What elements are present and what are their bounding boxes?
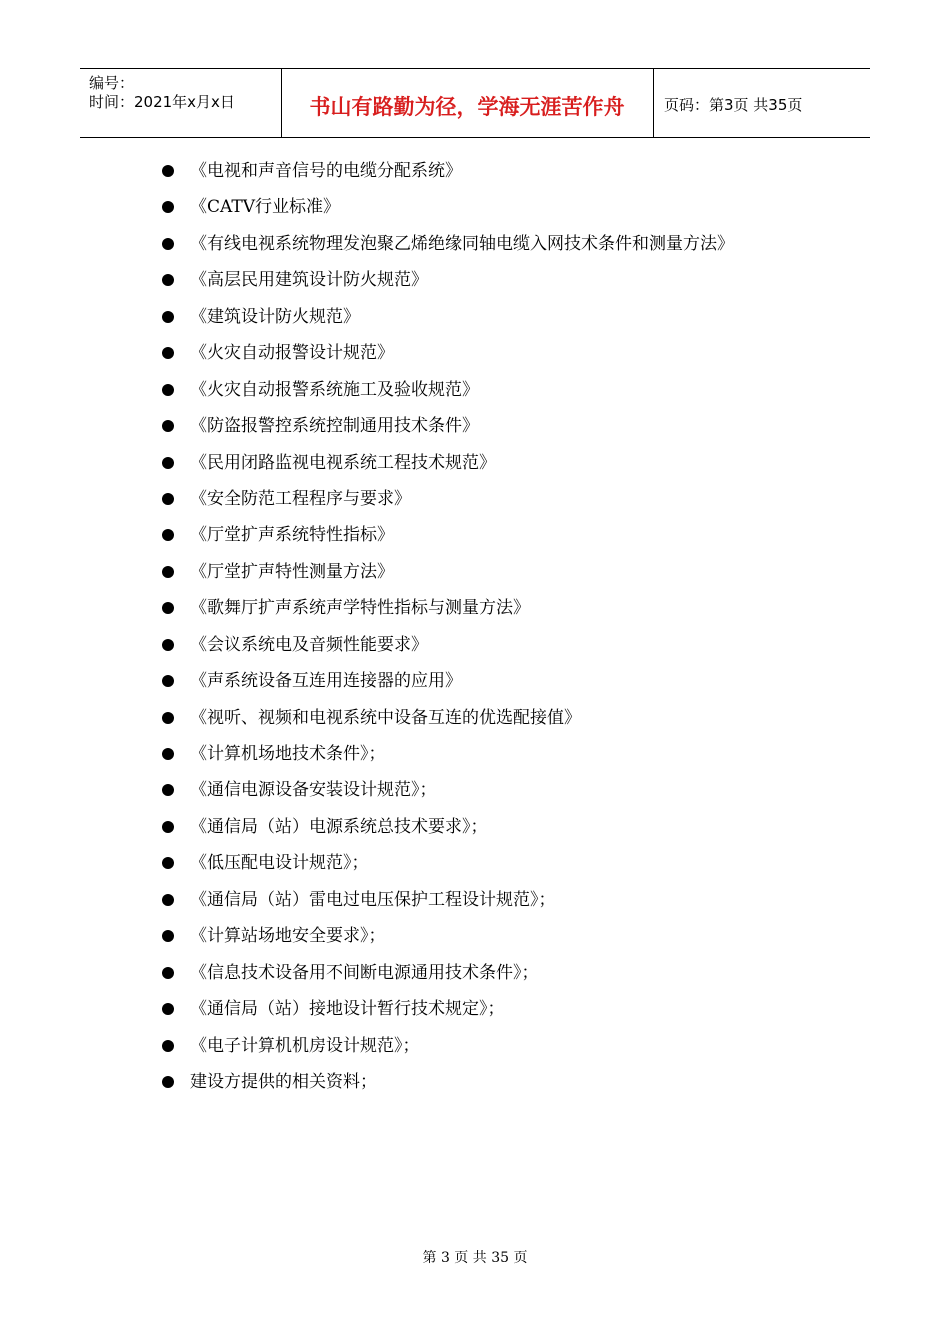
list-item <box>160 408 734 444</box>
list-item-text: 《高层民用建筑设计防火规范》 <box>190 270 428 291</box>
bullet-icon <box>162 675 174 687</box>
bullet-icon <box>162 529 174 541</box>
list-item <box>160 554 734 590</box>
list-item <box>160 663 734 699</box>
bullet-icon <box>162 347 174 359</box>
bullet-icon <box>162 311 174 323</box>
list-item <box>160 481 734 517</box>
bullet-icon <box>162 201 174 213</box>
header-meta-cell <box>80 69 282 137</box>
page-footer: 第 3 页 共 35 页 <box>422 1250 528 1266</box>
bullet-icon <box>162 857 174 869</box>
list-item-text: 《歌舞厅扩声系统声学特性指标与测量方法》 <box>190 598 530 619</box>
list-item <box>160 189 734 225</box>
list-item-text: 《计算机场地技术条件》； <box>190 744 386 764</box>
list-item <box>160 700 734 736</box>
bullet-icon <box>162 712 174 724</box>
page-header <box>80 68 870 138</box>
list-item-text: 《声系统设备互连用连接器的应用》 <box>190 671 462 692</box>
list-item-text: 《建筑设计防火规范》 <box>190 306 360 327</box>
list-item <box>160 299 734 335</box>
header-page-cell <box>654 69 870 137</box>
list-item <box>160 262 734 298</box>
bullet-icon <box>162 748 174 760</box>
list-item-text: 《通信电源设备安装设计规范》； <box>190 780 437 801</box>
bullet-icon <box>162 274 174 286</box>
document-time-label: 时间：2021年x月x日 <box>89 93 235 111</box>
header-page-info: 页码：第3页 共35页 <box>664 96 803 114</box>
list-item-text: 《火灾自动报警系统施工及验收规范》 <box>190 379 479 400</box>
list-item <box>160 882 734 918</box>
bullet-icon <box>162 165 174 177</box>
list-item-text: 《电视和声音信号的电缆分配系统》 <box>190 161 462 181</box>
list-item-text: 《有线电视系统物理发泡聚乙烯绝缘同轴电缆入网技术条件和测量方法》 <box>190 233 734 254</box>
list-item <box>160 955 734 991</box>
list-item <box>160 445 734 481</box>
bullet-icon <box>162 238 174 250</box>
list-item-text: 《视听、视频和电视系统中设备互连的优选配接值》 <box>190 707 581 728</box>
list-item-text: 《厅堂扩声特性测量方法》 <box>190 561 394 582</box>
list-item <box>160 627 734 663</box>
list-item-text: 建设方提供的相关资料； <box>190 1071 377 1092</box>
list-item-text: 《计算站场地安全要求》； <box>190 926 386 947</box>
list-item-text: 《防盗报警控系统控制通用技术条件》 <box>190 416 479 437</box>
list-item-text: 《信息技术设备用不间断电源通用技术条件》； <box>190 962 539 983</box>
bullet-icon <box>162 967 174 979</box>
bullet-icon <box>162 493 174 505</box>
list-item-text: 《通信局（站）雷电过电压保护工程设计规范》； <box>190 889 556 910</box>
bullet-icon <box>162 821 174 833</box>
list-item <box>160 590 734 626</box>
list-item <box>160 991 734 1027</box>
document-number-label: 编号： <box>89 74 135 92</box>
list-item-text: 《安全防范工程程序与要求》 <box>190 488 411 509</box>
bullet-icon <box>162 639 174 651</box>
bullet-icon <box>162 384 174 396</box>
list-item <box>160 335 734 371</box>
bullet-icon <box>162 420 174 432</box>
list-item <box>160 226 734 262</box>
bullet-icon <box>162 566 174 578</box>
list-item-text: 《通信局（站）接地设计暂行技术规定》； <box>190 999 505 1020</box>
list-item <box>160 372 734 408</box>
standards-list <box>160 153 734 1100</box>
bullet-icon <box>162 457 174 469</box>
list-item-text: 《通信局（站）电源系统总技术要求》； <box>190 816 488 837</box>
list-item <box>160 772 734 808</box>
list-item-text: 《厅堂扩声系统特性指标》 <box>190 525 394 546</box>
bullet-icon <box>162 1003 174 1015</box>
header-motto: 书山有路勤为径，学海无涯苦作舟 <box>309 95 625 119</box>
list-item <box>160 153 734 189</box>
list-item <box>160 517 734 553</box>
list-item-text: 《民用闭路监视电视系统工程技术规范》 <box>190 452 496 473</box>
bullet-icon <box>162 784 174 796</box>
bullet-icon <box>162 930 174 942</box>
list-item <box>160 845 734 881</box>
list-item-text: 《电子计算机机房设计规范》； <box>190 1035 420 1056</box>
list-item-text: 《会议系统电及音频性能要求》 <box>190 634 428 655</box>
bullet-icon <box>162 1076 174 1088</box>
list-item <box>160 1064 734 1100</box>
bullet-icon <box>162 1040 174 1052</box>
list-item <box>160 809 734 845</box>
list-item-text: 《火灾自动报警设计规范》 <box>190 343 394 364</box>
list-item <box>160 918 734 954</box>
bullet-icon <box>162 894 174 906</box>
list-item <box>160 1028 734 1064</box>
list-item <box>160 736 734 772</box>
list-item-text: 《CATV行业标准》 <box>190 197 340 218</box>
header-motto-cell <box>281 69 654 137</box>
bullet-icon <box>162 602 174 614</box>
list-item-text: 《低压配电设计规范》； <box>190 853 369 874</box>
